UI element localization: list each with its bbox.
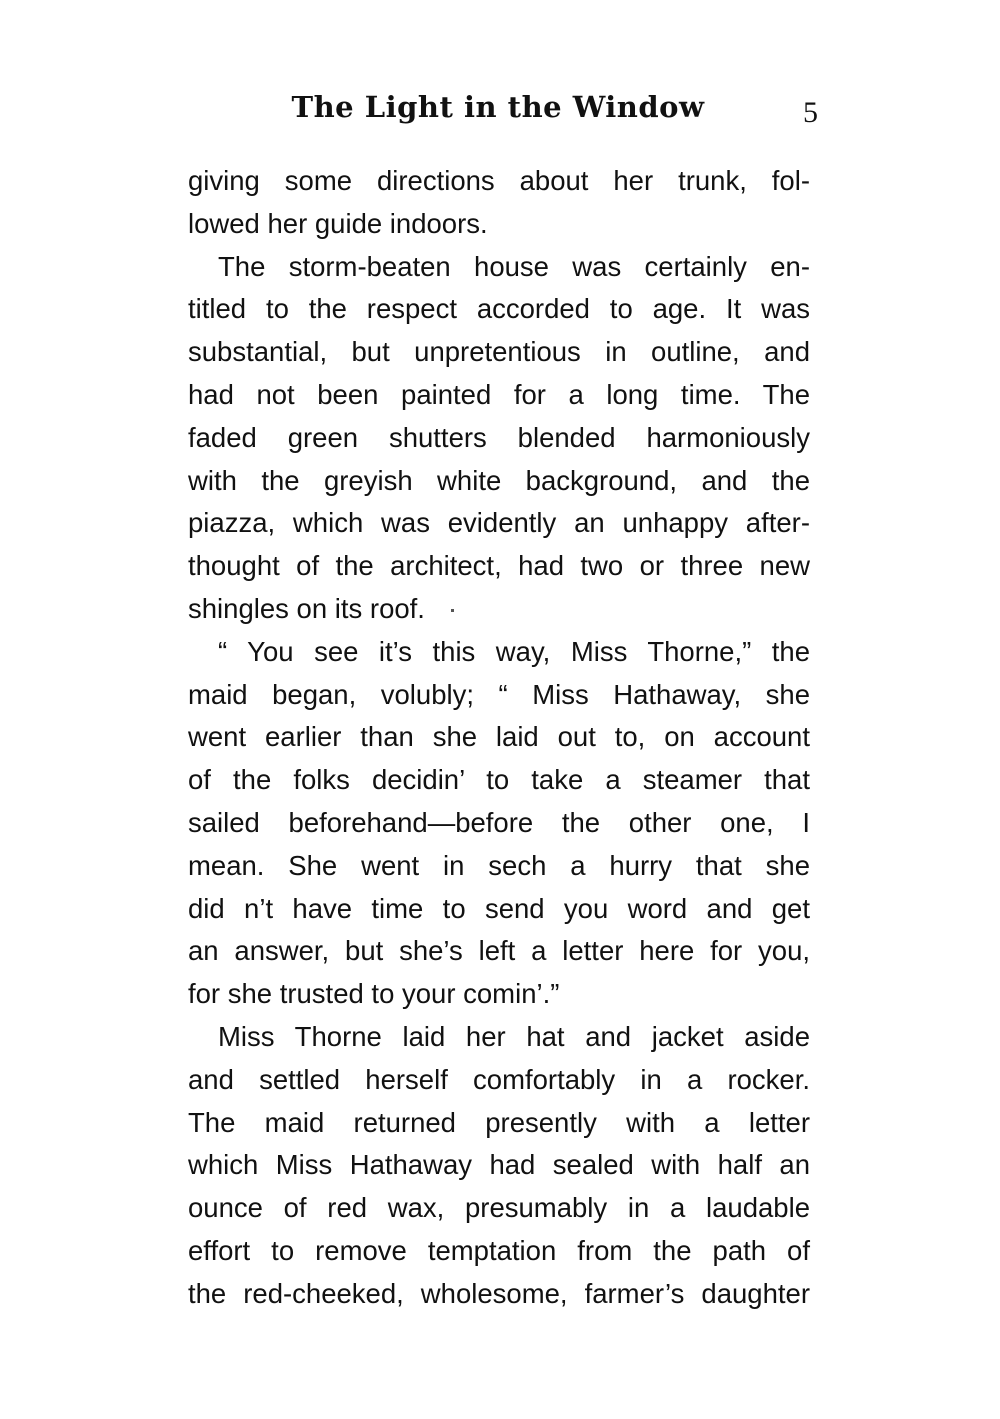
text-line: Miss Thorne laid her hat and jacket aside (218, 1020, 810, 1052)
body-text (188, 160, 810, 1316)
text-line: effort to remove temptation from the path of (188, 1234, 810, 1266)
text-line: piazza, which was evidently an unhappy after- (188, 507, 810, 539)
text-line: faded green shutters blended harmoniously (188, 421, 810, 453)
paragraph (188, 1016, 810, 1316)
text-line: of the folks decidin’ to take a steamer that (188, 764, 810, 796)
text-line: lowed her guide indoors. (188, 207, 488, 239)
text-line: mean. She went in sech a hurry that she (188, 849, 810, 881)
page-number: 5 (803, 96, 818, 129)
running-head (188, 82, 818, 132)
text-line: for she trusted to your comin’.” (188, 978, 560, 1010)
text-line: maid began, volubly; “ Miss Hathaway, she (188, 678, 810, 710)
text-line: substantial, but unpretentious in outline, and (188, 336, 810, 368)
text-line: shingles on its roof. (188, 592, 425, 624)
text-line: the red-cheeked, wholesome, farmer’s daughter (188, 1277, 810, 1309)
text-line: did n’t have time to send you word and get (188, 892, 810, 924)
running-title: The Light in the Window (291, 90, 705, 124)
text-line-with-mark (188, 588, 810, 631)
text-line: “ You see it’s this way, Miss Thorne,” the (218, 635, 810, 667)
text-line: The maid returned presently with a letter (188, 1106, 810, 1138)
text-line: The storm-beaten house was certainly en- (218, 250, 810, 282)
text-line: an answer, but she’s left a letter here for you, (188, 935, 810, 967)
text-line: with the greyish white background, and the (188, 464, 810, 496)
paragraph (188, 631, 810, 1016)
text-line: thought of the architect, had two or three new (188, 550, 810, 582)
text-line: ounce of red wax, presumably in a laudable (188, 1192, 810, 1224)
text-line: which Miss Hathaway had sealed with half an (188, 1149, 810, 1181)
text-line: giving some directions about her trunk, fol- (188, 165, 810, 196)
stray-ink-mark (451, 609, 454, 612)
text-line: went earlier than she laid out to, on account (188, 721, 810, 753)
paragraph (188, 246, 810, 631)
text-line: and settled herself comfortably in a rocker. (188, 1063, 810, 1095)
paragraph (188, 160, 810, 246)
text-line: titled to the respect accorded to age. It was (188, 293, 810, 325)
text-line: sailed beforehand—before the other one, I (188, 806, 810, 838)
text-line: had not been painted for a long time. The (188, 378, 810, 410)
